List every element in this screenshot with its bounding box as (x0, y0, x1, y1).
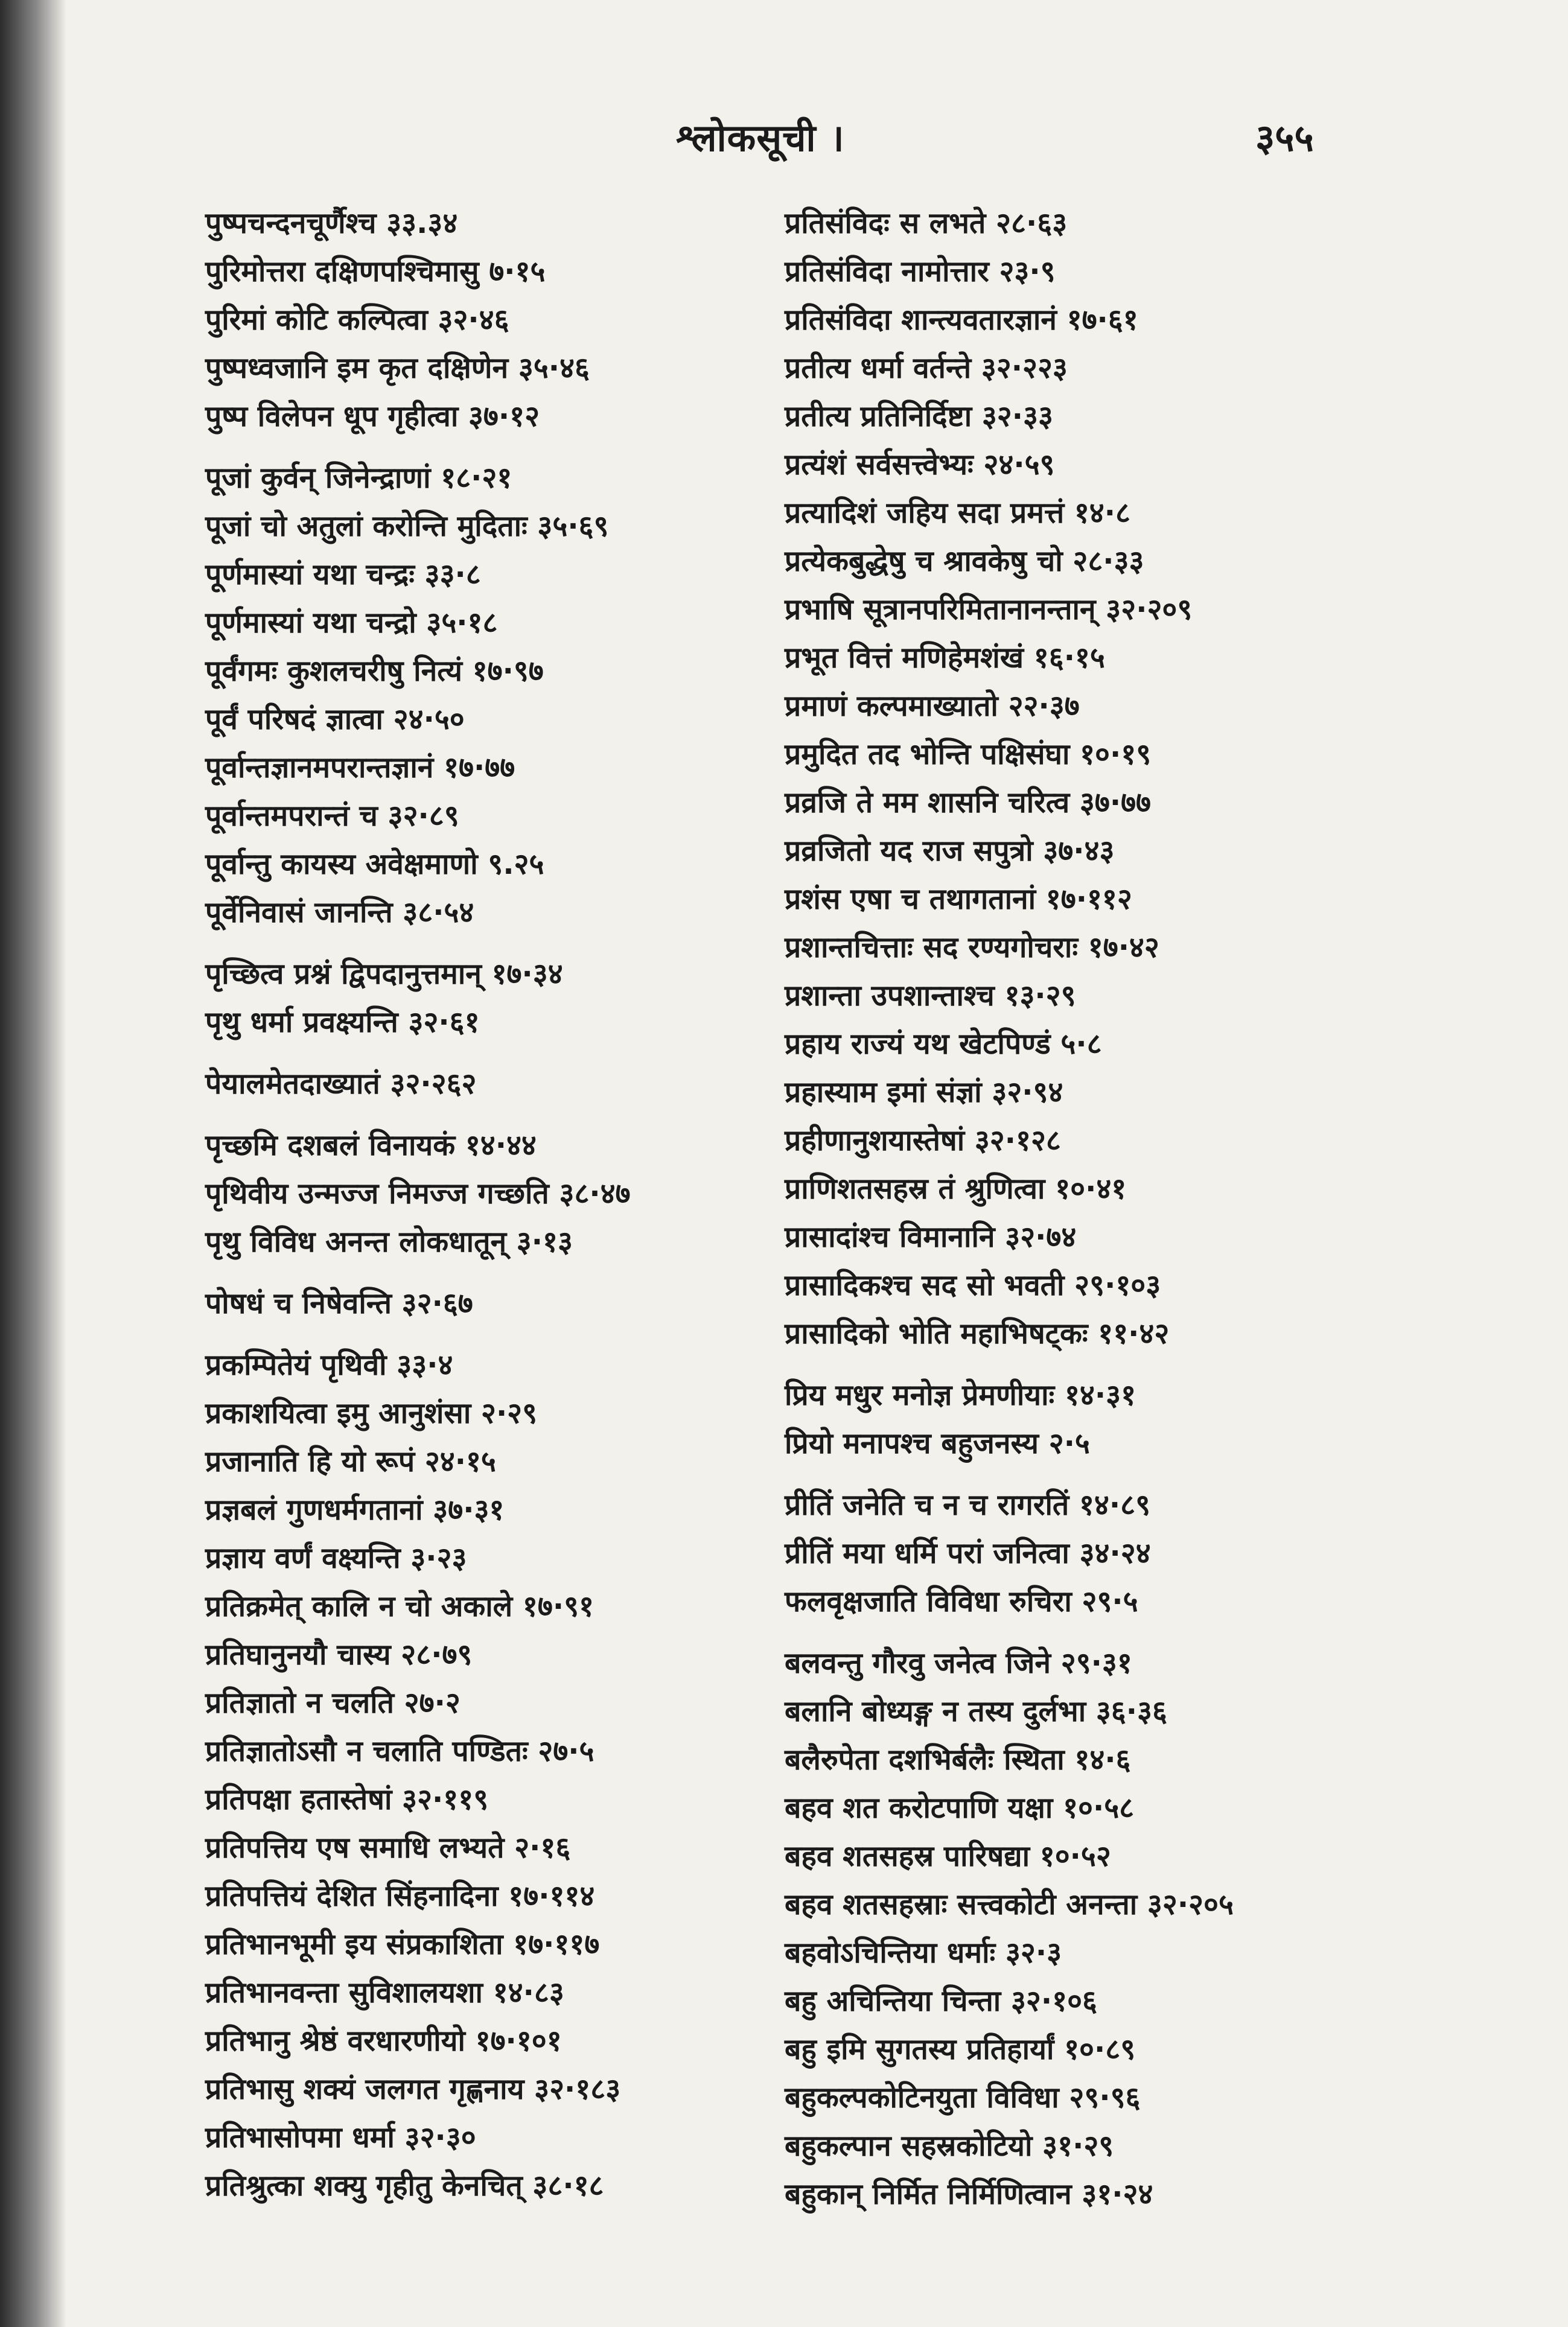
index-entry: बहव शत करोटपाणि यक्षा १०·५८ (785, 1791, 1135, 1825)
index-entry: प्रासादांश्च विमानानि ३२·७४ (785, 1220, 1077, 1254)
index-entry: पोषधं च निषेवन्ति ३२·६७ (205, 1287, 473, 1320)
index-entry: पेयालमेतदाख्यातं ३२·२६२ (205, 1067, 477, 1101)
index-entry: बहुकल्पान सहस्रकोटियो ३१·२९ (785, 2129, 1114, 2163)
index-entry: प्रत्यादिशं जहिय सदा प्रमत्तं १४·८ (785, 496, 1130, 530)
index-entry: प्रतिज्ञातो न चलति २७·२ (205, 1686, 461, 1720)
index-entry: प्रकाशयित्वा इमु आनुशंसा २·२९ (205, 1396, 538, 1430)
index-entry: प्रतिपक्षा हतास्तेषां ३२·११९ (205, 1783, 489, 1816)
index-entry: पृथु विविध अनन्त लोकधातून् ३·१३ (205, 1225, 573, 1259)
index-entry: पृथिवीय उन्मज्ज निमज्ज गच्छति ३८·४७ (205, 1177, 631, 1211)
index-entry: बहुकान् निर्मित निर्मिणित्वान ३१·२४ (785, 2177, 1153, 2211)
index-entry: पूजां चो अतुलां करोन्ति मुदिताः ३५·६९ (205, 509, 609, 543)
index-entry: पृथु धर्मा प्रवक्ष्यन्ति ३२·६१ (205, 1005, 480, 1039)
index-entry: प्रतिपत्तिय एष समाधि लभ्यते २·१६ (205, 1831, 571, 1865)
index-entry: पुरिमां कोटि कल्पित्वा ३२·४६ (205, 303, 509, 337)
index-column-right (785, 199, 1388, 2218)
index-entry: प्रतिपत्तियं देशित सिंहनादिना १७·११४ (205, 1879, 595, 1913)
index-entry: बहव शतसहस्र पारिषद्या १०·५२ (785, 1839, 1111, 1873)
scan-shadow-edge (0, 0, 66, 2327)
index-entry: प्रीतिं जनेति च न च रागरतिं १४·८९ (785, 1488, 1151, 1522)
page-title: श्लोकसूची । (676, 116, 845, 160)
index-entry: प्रतिसंविदा नामोत्तार २३·९ (785, 255, 1056, 288)
index-entry: पूर्णमास्यां यथा चन्द्रो ३५·१८ (205, 606, 498, 640)
page-number: ३५५ (1255, 116, 1314, 160)
index-entry: पूर्वान्तज्ञानमपरान्तज्ञानं १७·७७ (205, 751, 515, 785)
index-entry: प्रज्ञाय वर्णं वक्ष्यन्ति ३·२३ (205, 1541, 467, 1575)
index-entry: प्रशान्ता उपशान्ताश्च १३·२९ (785, 979, 1076, 1013)
index-entry: प्रतिभानु श्रेष्ठं वरधारणीयो १७·१०१ (205, 2024, 562, 2058)
index-entry: पुरिमोत्तरा दक्षिणपश्चिमासु ७·१५ (205, 255, 546, 288)
index-entry: प्रहाय राज्यं यथ खेटपिण्डं ५·८ (785, 1027, 1102, 1061)
index-entry: बलवन्तु गौरवु जनेत्व जिने २९·३१ (785, 1646, 1132, 1680)
index-entry: प्रमुदित तद भोन्ति पक्षिसंघा १०·१९ (785, 737, 1152, 771)
index-entry: प्रशान्तचित्ताः सद रण्यगोचराः १७·४२ (785, 931, 1159, 964)
index-entry: प्रव्रजितो यद राज सपुत्रो ३७·४३ (785, 834, 1115, 868)
index-entry: पूर्णमास्यां यथा चन्द्रः ३३·८ (205, 558, 481, 591)
index-entry: प्रतिसंविदा शान्त्यवतारज्ञानं १७·६१ (785, 303, 1138, 337)
index-entry: प्रहीणानुशयास्तेषां ३२·१२८ (785, 1124, 1061, 1157)
index-entry: पुष्पध्वजानि इम कृत दक्षिणेन ३५·४६ (205, 351, 590, 385)
index-entry: बहव शतसहस्राः सत्त्वकोटी अनन्ता ३२·२०५ (785, 1888, 1234, 1921)
index-entry: बलानि बोध्यङ्ग न तस्य दुर्लभा ३६·३६ (785, 1695, 1167, 1728)
index-entry: फलवृक्षजाति विविधा रुचिरा २९·५ (785, 1585, 1138, 1619)
index-entry: प्रशंस एषा च तथागतानां १७·११२ (785, 882, 1132, 916)
index-entry: प्रतीत्य प्रतिनिर्दिष्टा ३२·३३ (785, 400, 1053, 433)
index-entry: बहुकल्पकोटिनयुता विविधा २९·९६ (785, 2081, 1141, 2115)
index-entry: बहवोऽचिन्तिया धर्माः ३२·३ (785, 1936, 1062, 1970)
index-entry: प्रतीत्य धर्मा वर्तन्ते ३२·२२३ (785, 351, 1068, 385)
index-column-left (205, 199, 809, 2210)
index-entry: बहु इमि सुगतस्य प्रतिहार्यां १०·८९ (785, 2033, 1136, 2066)
index-entry: प्राणिशतसहस्र तं श्रुणित्वा १०·४१ (785, 1172, 1127, 1206)
index-entry: प्रज्ञबलं गुणधर्मगतानां ३७·३१ (205, 1493, 505, 1527)
index-entry: प्रत्यंशं सर्वसत्त्वेभ्यः २४·५९ (785, 448, 1055, 482)
index-entry: प्रतिभासु शक्यं जलगत गृह्णनाय ३२·१८३ (205, 2072, 621, 2106)
index-entry: प्रभूत वित्तं मणिहेमशंखं १६·१५ (785, 641, 1105, 675)
index-entry: प्रतिभासोपमा धर्मा ३२·३० (205, 2121, 476, 2154)
index-entry: प्रियो मनापश्च बहुजनस्य २·५ (785, 1427, 1090, 1460)
index-entry: पूर्वंगमः कुशलचरीषु नित्यं १७·९७ (205, 654, 544, 688)
index-entry: बहु अचिन्तिया चिन्ता ३२·१०६ (785, 1984, 1097, 2018)
index-entry: प्रजानाति हि यो रूपं २४·१५ (205, 1445, 496, 1479)
index-entry: प्रहास्याम इमां संज्ञां ३२·९४ (785, 1075, 1063, 1109)
index-entry: प्रतिघानुनयौ चास्य २८·७९ (205, 1638, 473, 1672)
index-entry: प्रतिक्रमेत् कालि न चो अकाले १७·९१ (205, 1590, 594, 1623)
index-entry: पुष्पचन्दनचूर्णैश्च ३३.३४ (205, 206, 458, 240)
index-entry: प्रासादिकश्च सद सो भवती २९·१०३ (785, 1269, 1161, 1302)
index-entry: प्रकम्पितेयं पृथिवी ३३·४ (205, 1348, 453, 1382)
index-entry: प्रतिज्ञातोऽसौ न चलाति पण्डितः २७·५ (205, 1734, 594, 1768)
index-entry: प्रमाणं कल्पमाख्यातो २२·३७ (785, 689, 1080, 723)
index-entry: प्रतिभानवन्ता सुविशालयशा १४·८३ (205, 1976, 564, 2010)
index-entry: पूर्वेनिवासं जानन्ति ३८·५४ (205, 896, 474, 929)
index-entry: प्रतिसंविदः स लभते २८·६३ (785, 206, 1068, 240)
index-entry: प्रतिश्रुत्का शक्यु गृहीतु केनचित् ३८·१८ (205, 2169, 604, 2203)
index-entry: प्रत्येकबुद्धेषु च श्रावकेषु चो २८·३३ (785, 544, 1144, 578)
index-entry: पूजां कुर्वन् जिनेन्द्राणां १८·२१ (205, 461, 512, 495)
index-entry: प्रासादिको भोति महाभिषट्कः ११·४२ (785, 1317, 1170, 1351)
index-entry: प्रतिभानभूमी इय संप्रकाशिता १७·११७ (205, 1927, 600, 1961)
index-entry: पृच्छित्व प्रश्नं द्विपदानुत्तमान् १७·३४ (205, 957, 563, 991)
index-entry: पूर्वं परिषदं ज्ञात्वा २४·५० (205, 702, 465, 736)
index-entry: पूर्वान्तु कायस्य अवेक्षमाणो ९.२५ (205, 847, 544, 881)
index-entry: पुष्प विलेपन धूप गृहीत्वा ३७·१२ (205, 400, 540, 433)
index-entry: प्रव्रजि ते मम शासनि चरित्व ३७·७७ (785, 786, 1151, 820)
index-entry: प्रीतिं मया धर्मि परां जनित्वा ३४·२४ (785, 1536, 1151, 1570)
index-entry: पृच्छमि दशबलं विनायकं १४·४४ (205, 1128, 537, 1162)
index-entry: पूर्वान्तमपरान्तं च ३२·८९ (205, 799, 459, 833)
index-entry: प्रिय मधुर मनोज्ञ प्रेमणीयाः १४·३१ (785, 1378, 1136, 1412)
index-entry: प्रभाषि सूत्रानपरिमितानानन्तान् ३२·२०९ (785, 593, 1193, 626)
index-entry: बलैरुपेता दशभिर्बलैः स्थिता १४·६ (785, 1743, 1131, 1777)
